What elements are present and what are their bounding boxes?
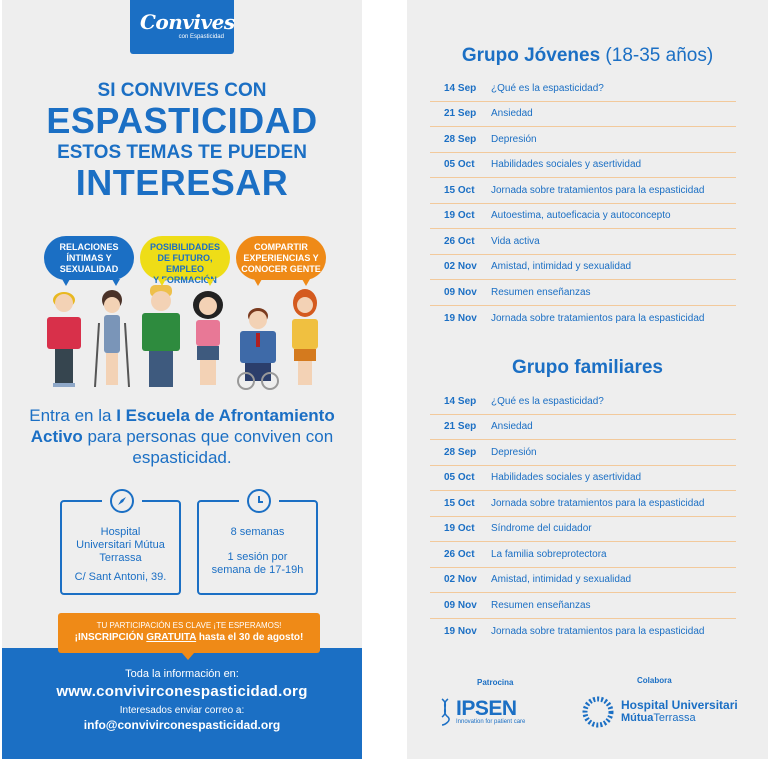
schedule-row <box>430 568 736 594</box>
session-topic: Vida activa <box>491 235 540 247</box>
bubble-text: POSIBILIDADES <box>149 242 220 252</box>
schedule-row <box>430 229 736 255</box>
email-link[interactable]: info@convivirconespasticidad.org <box>83 718 281 732</box>
session-date: 09 Nov <box>444 599 477 611</box>
schedule-row <box>430 127 736 153</box>
hospital-logo <box>580 694 738 735</box>
schedule-row <box>430 306 736 332</box>
group-name: Grupo Jóvenes <box>461 45 601 66</box>
topic-bubble-relations <box>44 236 134 280</box>
intro-part1: Entra en la <box>29 406 117 425</box>
cta-free: GRATUITA <box>146 632 197 643</box>
family-schedule <box>430 389 736 644</box>
cta-post: hasta el 30 de agosto! <box>196 632 304 643</box>
intro-part2: para personas que conviven con espasticidad. <box>82 427 334 467</box>
session-topic: Depresión <box>491 446 537 458</box>
compass-icon <box>110 489 134 513</box>
person-icon <box>193 291 223 385</box>
ipsen-helix-icon <box>438 697 454 727</box>
session-topic: Ansiedad <box>491 108 533 120</box>
session-date: 14 Sep <box>444 395 477 407</box>
group-title-youth <box>407 45 768 67</box>
bubble-text: CONOCER GENTE <box>241 264 321 274</box>
session-date: 26 Oct <box>444 235 475 247</box>
people-illustration <box>42 283 342 393</box>
session-date: 09 Nov <box>444 286 477 298</box>
session-topic: La familia sobreprotectora <box>491 548 607 560</box>
headline-line3: ESTOS TEMAS TE PUEDEN <box>57 142 307 163</box>
session-date: 21 Sep <box>444 421 477 433</box>
bubble-text: EXPERIENCIAS Y <box>243 253 319 263</box>
session-topic: Habilidades sociales y asertividad <box>491 472 642 484</box>
collab-name-rest: Terrassa <box>653 712 696 724</box>
bubble-text: RELACIONES <box>59 242 119 252</box>
bubble-text: SEXUALIDAD <box>59 264 119 274</box>
youth-schedule <box>430 76 736 331</box>
session-date: 14 Sep <box>444 82 477 94</box>
contact-footer <box>2 648 362 759</box>
schedule-row <box>430 440 736 466</box>
location-line: Universitari Mútua <box>76 539 165 551</box>
session-topic: ¿Qué es la espasticidad? <box>491 395 604 407</box>
bubble-text: Y FORMACIÓN <box>153 275 217 285</box>
location-line: Hospital <box>100 526 141 538</box>
schedule-row <box>430 153 736 179</box>
bubble-text: ÍNTIMAS Y <box>66 253 112 263</box>
schedule-row <box>430 76 736 102</box>
sponsor-tagline: Innovation for patient care <box>456 719 526 725</box>
location-address: C/ Sant Antoni, 39. <box>74 571 167 583</box>
clock-icon <box>247 489 271 513</box>
schedule-row <box>430 542 736 568</box>
collab-name-line1: Hospital Universitari <box>621 698 738 712</box>
session-date: 15 Oct <box>444 497 475 509</box>
left-panel <box>2 0 362 759</box>
duration-box <box>197 500 318 595</box>
session-date: 19 Oct <box>444 523 475 535</box>
person-icon <box>47 292 81 387</box>
session-topic: Jornada sobre tratamientos para la espasticidad <box>491 184 705 196</box>
schedule-row <box>430 593 736 619</box>
ipsen-logo <box>438 697 526 732</box>
intro-text <box>2 405 362 468</box>
session-date: 15 Oct <box>444 184 475 196</box>
registration-banner <box>58 613 320 653</box>
schedule-row <box>430 415 736 441</box>
session-topic: Habilidades sociales y asertividad <box>491 159 642 171</box>
bubble-text: DE FUTURO, EMPLEO <box>157 253 213 274</box>
session-date: 19 Oct <box>444 210 475 222</box>
session-topic: ¿Qué es la espasticidad? <box>491 82 604 94</box>
topic-bubble-share <box>236 236 326 280</box>
schedule-row <box>430 204 736 230</box>
cta-line1: TU PARTICIPACIÓN ES CLAVE ¡TE ESPERAMOS! <box>96 621 282 630</box>
duration-line: semana de 17-19h <box>211 564 304 576</box>
session-topic: Amistad, intimidad y sexualidad <box>491 574 632 586</box>
session-topic: Depresión <box>491 133 537 145</box>
info-label: Toda la información en: <box>125 668 239 680</box>
session-topic: Ansiedad <box>491 421 533 433</box>
school-name: I Escuela de Afrontamiento Activo <box>30 406 335 446</box>
cta-pre: ¡INSCRIPCIÓN <box>74 632 147 643</box>
session-date: 19 Nov <box>444 625 477 637</box>
logo-brand: Convives <box>140 10 235 34</box>
location-box <box>60 500 181 595</box>
session-date: 19 Nov <box>444 312 477 324</box>
schedule-row <box>430 178 736 204</box>
hospital-dots-icon <box>580 694 616 730</box>
topic-bubble-future <box>140 236 230 285</box>
logo-subtitle: con Espasticidad <box>178 34 224 40</box>
schedule-row <box>430 102 736 128</box>
session-date: 26 Oct <box>444 548 475 560</box>
session-topic: Resumen enseñanzas <box>491 599 591 611</box>
headline-line4: INTERESAR <box>75 162 289 203</box>
duration-line: 1 sesión por <box>227 551 288 563</box>
collab-name-bold: Mútua <box>621 712 654 724</box>
session-date: 05 Oct <box>444 159 475 171</box>
group-title-family <box>407 357 768 379</box>
collab-name-line2 <box>621 712 696 724</box>
banner-tail <box>182 653 194 660</box>
schedule-row <box>430 466 736 492</box>
sponsor-name: IPSEN <box>456 697 517 720</box>
group-age: (18-35 años) <box>600 45 714 66</box>
schedule-row <box>430 491 736 517</box>
schedule-row <box>430 389 736 415</box>
session-topic: Amistad, intimidad y sexualidad <box>491 261 632 273</box>
sponsor-label: Patrocina <box>477 678 514 687</box>
session-date: 02 Nov <box>444 261 477 273</box>
headline-line1: SI CONVIVES CON <box>97 80 267 101</box>
mail-label: Interesados enviar correo a: <box>119 705 245 716</box>
schedule-row <box>430 280 736 306</box>
session-date: 02 Nov <box>444 574 477 586</box>
session-topic: Jornada sobre tratamientos para la espasticidad <box>491 312 705 324</box>
duration-weeks: 8 semanas <box>230 526 285 538</box>
collab-label: Colabora <box>637 676 672 685</box>
bubble-text: COMPARTIR <box>254 242 308 252</box>
schedule-row <box>430 619 736 645</box>
session-topic: Autoestima, autoeficacia y autoconcepto <box>491 210 671 222</box>
person-icon <box>95 290 129 387</box>
person-icon <box>292 289 318 385</box>
session-date: 28 Sep <box>444 133 477 145</box>
location-line: Terrassa <box>99 552 142 564</box>
session-date: 28 Sep <box>444 446 477 458</box>
person-icon <box>238 308 278 389</box>
session-topic: Síndrome del cuidador <box>491 523 592 535</box>
convives-logo <box>130 0 234 54</box>
session-date: 21 Sep <box>444 108 477 120</box>
person-icon <box>142 285 180 387</box>
session-date: 05 Oct <box>444 472 475 484</box>
session-topic: Jornada sobre tratamientos para la espasticidad <box>491 497 705 509</box>
schedule-row <box>430 517 736 543</box>
session-topic: Jornada sobre tratamientos para la espasticidad <box>491 625 705 637</box>
headline-line2: ESPASTICIDAD <box>46 100 318 141</box>
session-topic: Resumen enseñanzas <box>491 286 591 298</box>
schedule-row <box>430 255 736 281</box>
cta-line2 <box>58 630 320 643</box>
website-link[interactable]: www.convivirconespasticidad.org <box>56 683 308 700</box>
group-name: Grupo familiares <box>512 357 663 378</box>
